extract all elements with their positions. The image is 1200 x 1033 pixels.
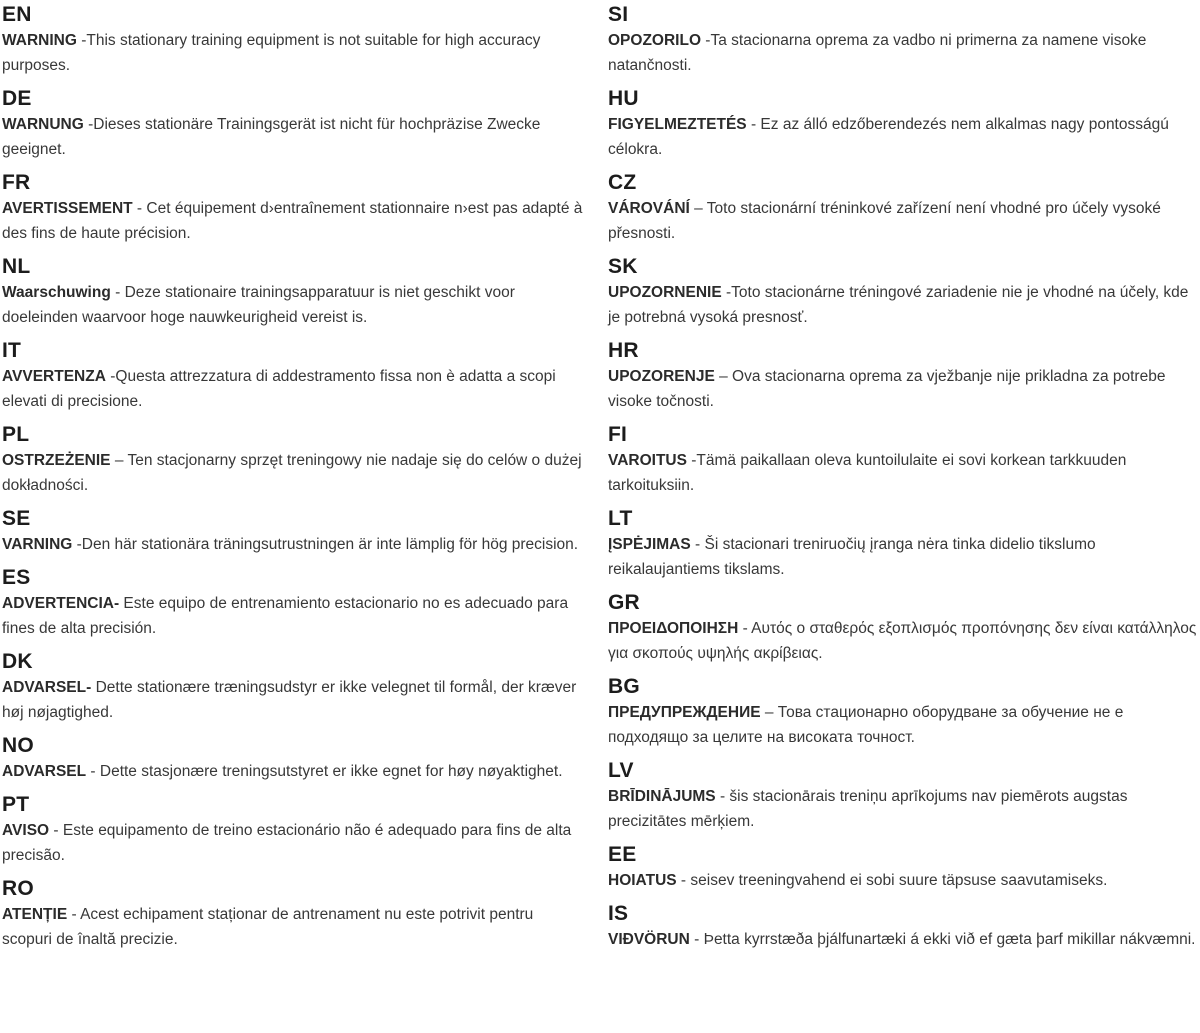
- language-code: SI: [608, 3, 629, 26]
- language-section-is: [608, 901, 1198, 952]
- warning-text: – Ten stacjonarny sprzęt treningowy nie nadaje się do celów o dużej dokładności.: [2, 452, 582, 494]
- warning-label: ADVERTENCIA-: [2, 595, 120, 612]
- warning-label: FIGYELMEZTETÉS: [608, 116, 747, 133]
- warning-text: - seisev treeningvahend ei sobi suure täpsuse saavutamiseks.: [676, 872, 1108, 889]
- language-code: PL: [2, 423, 30, 446]
- warning-text: -Tämä paikallaan oleva kuntoilulaite ei sovi korkean tarkkuuden tarkoituksiin.: [608, 452, 1127, 494]
- warning-text: – Ova stacionarna oprema za vježbanje nije prikladna za potrebe visoke točnosti.: [608, 368, 1166, 410]
- language-section-cz: [608, 170, 1198, 246]
- language-section-hu: [608, 86, 1198, 162]
- warning-text: - Dette stasjonære treningsutstyret er ikke egnet for høy nøyaktighet.: [86, 763, 563, 780]
- warning-text: -This stationary training equipment is not suitable for high accuracy purposes.: [2, 32, 541, 74]
- warning-label: ΠΡΟΕΙΔΟΠΟΙΗΣΗ: [608, 620, 739, 637]
- language-code: SK: [608, 255, 638, 278]
- language-code: PT: [2, 793, 30, 816]
- warning-text: - Αυτός ο σταθερός εξοπλισμός προπόνησης δεν είναι κατάλληλος για σκοπούς υψηλής ακρίβειας.: [608, 620, 1197, 662]
- warning-paragraph: [2, 28, 584, 78]
- warning-text: - Acest echipament staționar de antrenament nu este potrivit pentru scopuri de înaltă precizie.: [2, 906, 534, 948]
- warning-text: - šis stacionārais treniņu aprīkojums nav piemērots augstas precizitātes mērķiem.: [608, 788, 1128, 830]
- warning-label: WARNING: [2, 32, 77, 49]
- warning-text: – Това стационарно оборудване за обучение не е подходящо за целите на високата точност.: [608, 704, 1124, 746]
- language-section-fi: [608, 422, 1198, 498]
- warning-label: OPOZORILO: [608, 32, 701, 49]
- warning-text: Este equipo de entrenamiento estacionario no es adecuado para fines de alta precisión.: [2, 595, 569, 637]
- language-code: NO: [2, 734, 34, 757]
- language-code: FR: [2, 171, 31, 194]
- warning-text: - Þetta kyrrstæða þjálfunartæki á ekki við ef gæta þarf mikillar nákvæmni.: [689, 931, 1196, 948]
- warning-paragraph: [608, 112, 1198, 162]
- warning-label: ПРЕДУПРЕЖДЕНИЕ: [608, 704, 761, 721]
- language-code: GR: [608, 591, 640, 614]
- warning-label: UPOZORNENIE: [608, 284, 722, 301]
- warning-label: OSTRZEŻENIE: [2, 452, 111, 469]
- warning-paragraph: [2, 532, 584, 557]
- warning-label: ADVARSEL: [2, 763, 87, 780]
- language-code: HR: [608, 339, 639, 362]
- warning-label: AVVERTENZA: [2, 368, 106, 385]
- warning-label: ĮSPĖJIMAS: [608, 536, 691, 553]
- warning-label: VAROITUS: [608, 452, 687, 469]
- language-code: FI: [608, 423, 628, 446]
- warning-paragraph: [608, 280, 1198, 330]
- language-section-pl: [2, 422, 584, 498]
- language-section-pt: [2, 792, 584, 868]
- warning-text: - Este equipamento de treino estacionário não é adequado para fins de alta precisão.: [2, 822, 572, 864]
- language-code: ES: [2, 566, 31, 589]
- language-code: DE: [2, 87, 32, 110]
- language-section-lt: [608, 506, 1198, 582]
- warning-paragraph: [608, 927, 1198, 952]
- warning-paragraph: [2, 280, 584, 330]
- warning-text: -Dieses stationäre Trainingsgerät ist nicht für hochpräzise Zwecke geeignet.: [2, 116, 541, 158]
- warning-paragraph: [608, 868, 1198, 893]
- left-column: [2, 2, 584, 960]
- warning-paragraph: [608, 532, 1198, 582]
- warning-paragraph: [608, 700, 1198, 750]
- language-section-lv: [608, 758, 1198, 834]
- language-section-it: [2, 338, 584, 414]
- warning-text: -Den här stationära träningsutrustningen är inte lämplig för hög precision.: [72, 536, 579, 553]
- language-section-gr: [608, 590, 1198, 666]
- warning-text: – Toto stacionární tréninkové zařízení není vhodné pro účely vysoké přesnosti.: [608, 200, 1161, 242]
- language-code: LV: [608, 759, 634, 782]
- language-section-bg: [608, 674, 1198, 750]
- warning-label: WARNUNG: [2, 116, 84, 133]
- language-section-en: [2, 2, 584, 78]
- warning-label: UPOZORENJE: [608, 368, 715, 385]
- warning-paragraph: [2, 448, 584, 498]
- warning-label: BRĪDINĀJUMS: [608, 788, 716, 805]
- warning-label: VÁROVÁNÍ: [608, 200, 690, 217]
- warning-paragraph: [608, 616, 1198, 666]
- language-code: LT: [608, 507, 633, 530]
- language-code: DK: [2, 650, 33, 673]
- language-code: SE: [2, 507, 31, 530]
- warning-label: VARNING: [2, 536, 73, 553]
- language-code: HU: [608, 87, 639, 110]
- language-code: IS: [608, 902, 629, 925]
- language-section-hr: [608, 338, 1198, 414]
- warning-paragraph: [608, 28, 1198, 78]
- warning-label: HOIATUS: [608, 872, 677, 889]
- language-section-es: [2, 565, 584, 641]
- language-code: EE: [608, 843, 637, 866]
- language-section-fr: [2, 170, 584, 246]
- warning-label: AVISO: [2, 822, 50, 839]
- language-section-nl: [2, 254, 584, 330]
- warning-text: -Ta stacionarna oprema za vadbo ni primerna za namene visoke natančnosti.: [608, 32, 1147, 74]
- warning-label: VIÐVÖRUN: [608, 931, 690, 948]
- language-code: RO: [2, 877, 34, 900]
- language-code: EN: [2, 3, 32, 26]
- warning-paragraph: [2, 675, 584, 725]
- warning-paragraph: [2, 759, 584, 784]
- warning-paragraph: [2, 112, 584, 162]
- language-section-dk: [2, 649, 584, 725]
- warning-label: ATENȚIE: [2, 906, 68, 923]
- language-code: BG: [608, 675, 640, 698]
- warning-paragraph: [608, 364, 1198, 414]
- warning-paragraph: [2, 364, 584, 414]
- language-section-no: [2, 733, 584, 784]
- warning-paragraph: [2, 591, 584, 641]
- warning-paragraph: [2, 196, 584, 246]
- warning-text: - Ši stacionari treniruočių įranga nėra tinka didelio tikslumo reikalaujantiems tikslams.: [608, 536, 1096, 578]
- language-section-sk: [608, 254, 1198, 330]
- language-section-se: [2, 506, 584, 557]
- warning-paragraph: [608, 196, 1198, 246]
- language-section-ee: [608, 842, 1198, 893]
- language-code: CZ: [608, 171, 637, 194]
- language-section-ro: [2, 876, 584, 952]
- warning-text: Dette stationære træningsudstyr er ikke velegnet til formål, der kræver høj nøjagtighed.: [2, 679, 577, 721]
- warning-label: AVERTISSEMENT: [2, 200, 133, 217]
- warning-paragraph: [2, 902, 584, 952]
- language-section-de: [2, 86, 584, 162]
- warning-text: - Ez az álló edzőberendezés nem alkalmas nagy pontosságú célokra.: [608, 116, 1169, 158]
- warning-paragraph: [2, 818, 584, 868]
- right-column: [608, 2, 1198, 960]
- warning-text: - Deze stationaire trainingsapparatuur is niet geschikt voor doeleinden waarvoor hoge nauwkeurigheid vereist is.: [2, 284, 515, 326]
- warning-paragraph: [608, 448, 1198, 498]
- warning-paragraph: [608, 784, 1198, 834]
- language-code: IT: [2, 339, 22, 362]
- warning-label: Waarschuwing: [2, 284, 111, 301]
- warning-label: ADVARSEL-: [2, 679, 92, 696]
- warning-text: - Cet équipement d›entraînement stationnaire n›est pas adapté à des fins de haute précision.: [2, 200, 583, 242]
- warning-text: -Questa attrezzatura di addestramento fissa non è adatta a scopi elevati di precisione.: [2, 368, 556, 410]
- language-section-si: [608, 2, 1198, 78]
- warning-text: -Toto stacionárne tréningové zariadenie nie je vhodné na účely, kde je potrebná vysoká presnosť.: [608, 284, 1189, 326]
- language-code: NL: [2, 255, 31, 278]
